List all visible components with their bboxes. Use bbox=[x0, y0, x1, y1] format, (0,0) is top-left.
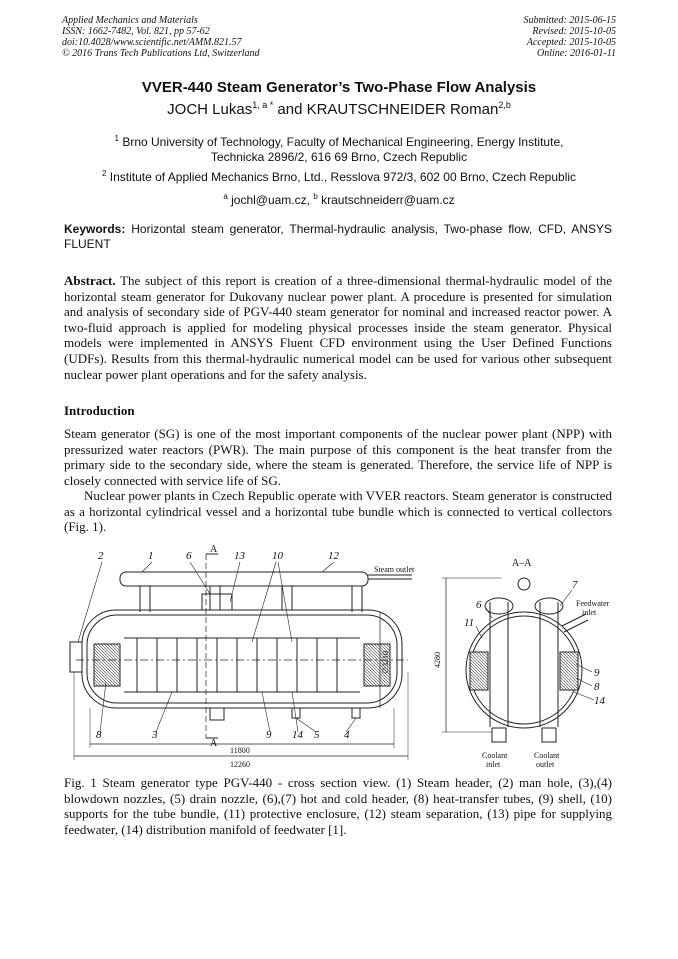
affiliation-2 bbox=[0, 166, 678, 185]
section-callout-9: 9 bbox=[594, 667, 600, 679]
callout-1: 1 bbox=[148, 550, 154, 562]
callout-13: 13 bbox=[234, 550, 245, 562]
keywords-label: Keywords: bbox=[64, 222, 126, 236]
affiliation-1 bbox=[0, 131, 678, 165]
callout-6: 6 bbox=[186, 550, 192, 562]
tube-supports bbox=[137, 638, 337, 692]
section-mark-a-top: A bbox=[210, 544, 218, 555]
section-heading-introduction: Introduction bbox=[64, 403, 135, 418]
feedwater-label-1: Feedwater bbox=[576, 599, 610, 608]
steam-header bbox=[120, 572, 368, 586]
accepted-date: Accepted: 2015-10-05 bbox=[526, 37, 616, 48]
keywords bbox=[64, 222, 612, 252]
journal-info bbox=[62, 15, 260, 59]
tube-bundle-left bbox=[94, 644, 120, 686]
coolant-outlet-label-2: outlet bbox=[536, 760, 555, 769]
affiliation-1-mark: 1 bbox=[114, 134, 119, 143]
author-1-affil: 1, a * bbox=[252, 100, 274, 110]
email-a: jochl@uam.cz, bbox=[227, 193, 314, 207]
paper-title: VVER-440 Steam Generator’s Two-Phase Flow Analysis bbox=[141, 79, 537, 96]
diameter-dimension: ∅3210 bbox=[381, 651, 390, 674]
revised-date: Revised: 2015-10-05 bbox=[532, 26, 616, 37]
email-a-mark: a bbox=[223, 192, 228, 201]
abstract-text: The subject of this report is creation of a three-dimensional thermal-hydraulic model of the horizontal steam generator for Dukovany nuclear power plant. A procedure is presented for simulation and analysis of secondary side of PGV-440 steam generator for nominal and increased reactor power. A two-fluid approach is applied for modeling physical processes inside the steam generator. Physical models were implemented in ANSYS Fluent CFD environment using the User Defined Functions (UDFs). Results from this thermal-hydraulic numerical model can be used for various other subsequent nuclear power plant operations and for the safety analysis. bbox=[64, 273, 612, 382]
figure-steam-generator bbox=[62, 542, 614, 774]
inner-length-dimension: 11800 bbox=[230, 746, 250, 755]
coolant-inlet-label-1: Coolant bbox=[482, 751, 508, 760]
abstract bbox=[64, 273, 612, 382]
journal-name: Applied Mechanics and Materials bbox=[62, 15, 198, 26]
author-line bbox=[0, 100, 678, 118]
figure-caption: Fig. 1 Steam generator type PGV-440 - cross section view. (1) Steam header, (2) man hole, (3),(4) blowdown nozzles, (5) drain nozzle, (6),(7) hot and cold header, (8) heat-transfer tubes, (9) shell, (10) supports for the tube bundle, (11) protective enclosure, (12) steam separation, (13) pipe for supplying feedwater, (14) distribution manifold of feedwater [1]. bbox=[64, 775, 612, 837]
section-callout-11: 11 bbox=[464, 617, 475, 629]
coolant-inlet-label-2: inlet bbox=[486, 760, 501, 769]
email-line bbox=[0, 189, 678, 208]
section-mark-a-bottom: A bbox=[210, 738, 218, 749]
callout-5: 5 bbox=[314, 729, 320, 741]
section-callout-8: 8 bbox=[594, 681, 600, 693]
author-joiner: and bbox=[273, 101, 307, 118]
callout-8: 8 bbox=[96, 729, 102, 741]
callout-2: 2 bbox=[98, 550, 104, 562]
section-title: A–A bbox=[512, 558, 532, 569]
affiliation-2-text: Institute of Applied Mechanics Brno, Ltd., Resslova 972/3, 602 00 Brno, Czech Republic bbox=[106, 170, 577, 184]
submitted-date: Submitted: 2015-06-15 bbox=[523, 15, 616, 26]
intro-paragraph-1: Steam generator (SG) is one of the most important components of the nuclear power plant (NPP) with pressurized water reactors (PWR). The main purpose of this component is the heat transfer from the primary side to the secondary side, where the steam is generated. Therefore, the service life of NPP is closely connected with service life of SG. bbox=[64, 426, 612, 488]
issn-line: ISSN: 1662-7482, Vol. 821, pp 57-62 bbox=[62, 26, 210, 37]
height-dimension: 4280 bbox=[433, 652, 442, 668]
affiliation-1-line2: Technicka 2896/2, 616 69 Brno, Czech Republic bbox=[210, 150, 468, 164]
online-date: Online: 2016-01-11 bbox=[537, 48, 616, 59]
coolant-outlet-label-1: Coolant bbox=[534, 751, 560, 760]
abstract-label: Abstract. bbox=[64, 273, 116, 288]
vessel-shell bbox=[82, 610, 402, 708]
author-2-affil: 2,b bbox=[498, 100, 511, 110]
hot-header-top bbox=[202, 594, 232, 610]
feedwater-label-2: inlet bbox=[582, 608, 597, 617]
email-b-mark: b bbox=[313, 192, 318, 201]
outer-length-dimension: 12260 bbox=[230, 760, 250, 769]
intro-paragraph-2: Nuclear power plants in Czech Republic operate with VVER reactors. Steam generator is constructed as a horizontal cylindrical vessel and a horizontal tube bundle which is connected to vertical collectors (Fig. 1). bbox=[64, 488, 612, 535]
doi-line: doi:10.4028/www.scientific.net/AMM.821.57 bbox=[62, 37, 242, 48]
callout-14: 14 bbox=[292, 729, 303, 741]
submission-dates bbox=[524, 15, 617, 59]
callout-4: 4 bbox=[344, 729, 350, 741]
callout-9: 9 bbox=[266, 729, 272, 741]
section-callout-7: 7 bbox=[572, 579, 578, 591]
section-callout-6: 6 bbox=[476, 599, 482, 611]
callout-10: 10 bbox=[272, 550, 283, 562]
manhole bbox=[70, 642, 82, 672]
author-2: KRAUTSCHNEIDER Roman bbox=[306, 101, 499, 118]
callout-12: 12 bbox=[328, 550, 339, 562]
affiliation-1-line1: Brno University of Technology, Faculty of Mechanical Engineering, Energy Institute, bbox=[119, 135, 564, 149]
copyright-line: © 2016 Trans Tech Publications Ltd, Switzerland bbox=[62, 48, 260, 59]
callout-3: 3 bbox=[152, 729, 158, 741]
steam-outlet-label: Steam outlet bbox=[374, 565, 415, 574]
keywords-text: Horizontal steam generator, Thermal-hydraulic analysis, Two-phase flow, CFD, ANSYS FLUENT bbox=[64, 222, 612, 251]
email-b: krautschneiderr@uam.cz bbox=[317, 193, 455, 207]
section-header-top bbox=[518, 578, 530, 590]
affiliation-2-mark: 2 bbox=[101, 169, 107, 178]
section-callout-14: 14 bbox=[594, 695, 605, 707]
author-1: JOCH Lukas bbox=[167, 101, 253, 118]
